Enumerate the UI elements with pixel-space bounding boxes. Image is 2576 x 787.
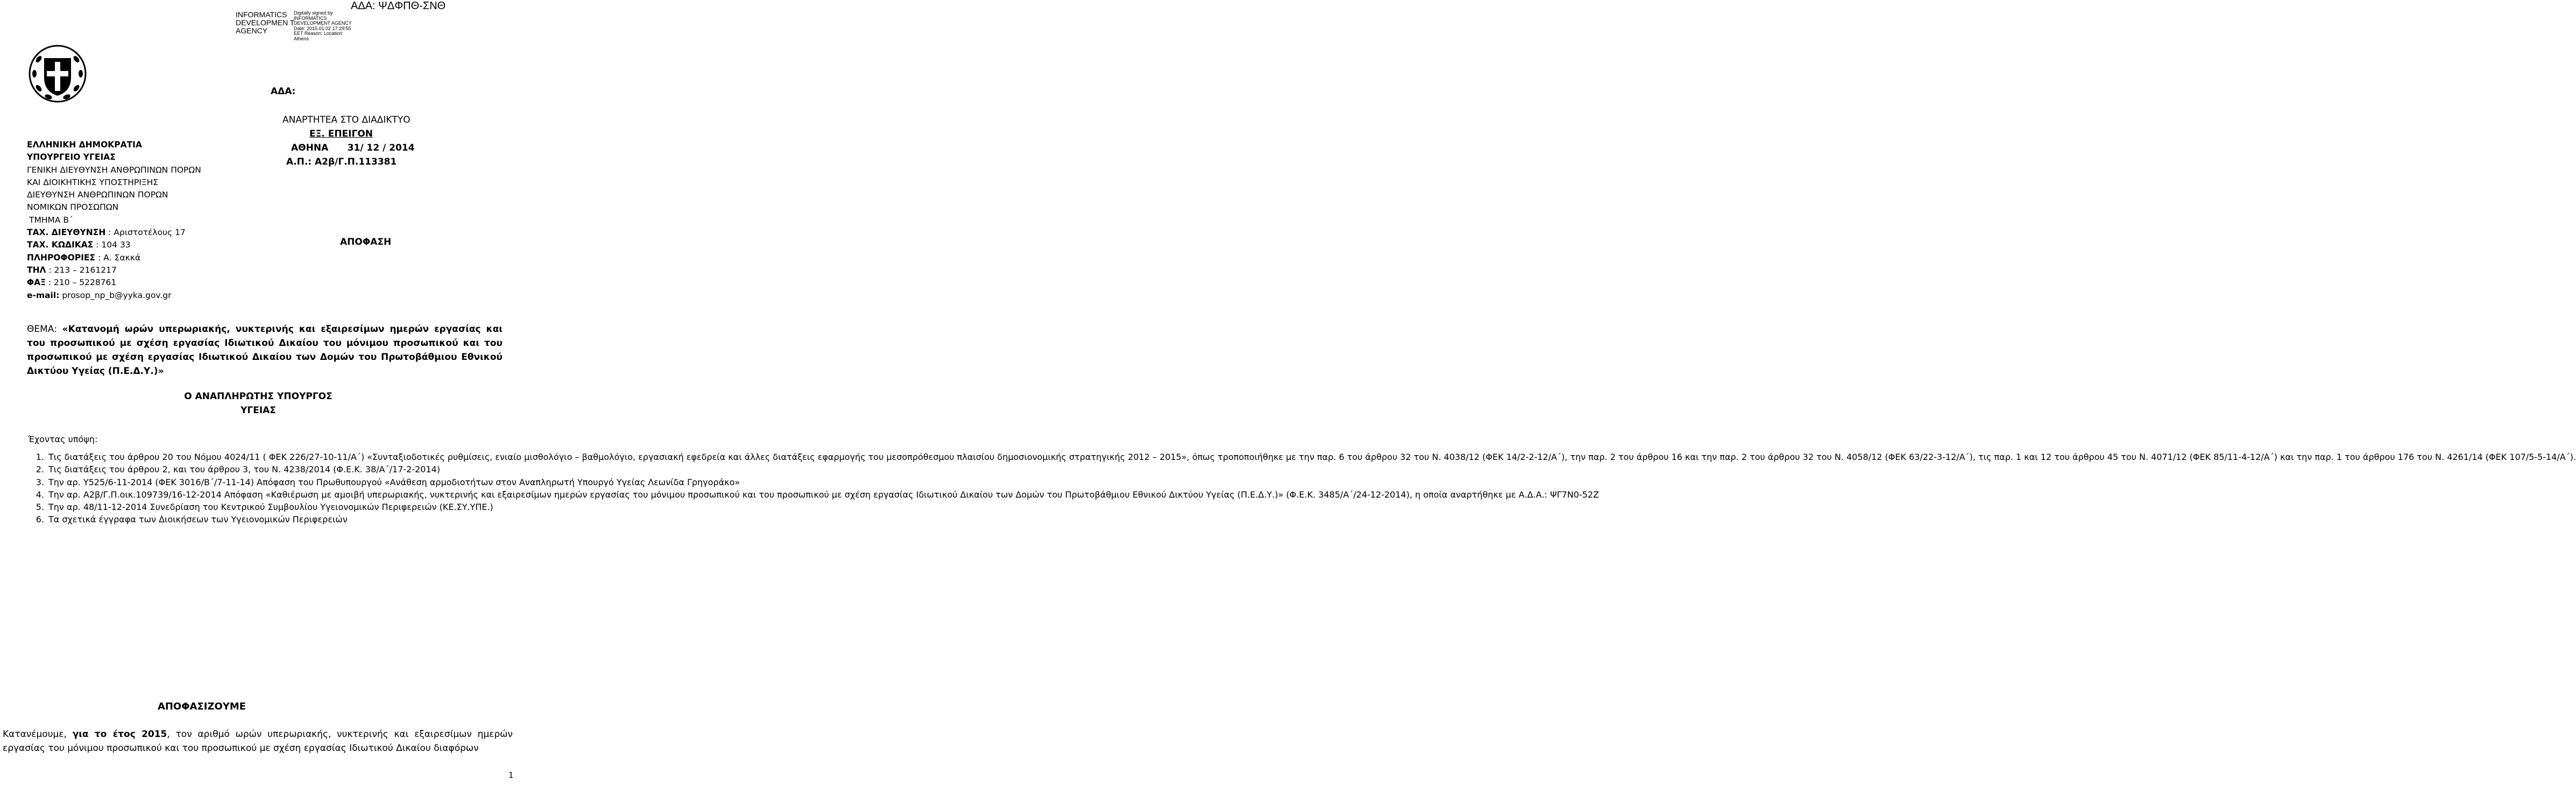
greek-state-emblem-icon [28,44,87,103]
urgency-notice: ΕΞ. ΕΠΕΙΓΟΝ [309,129,373,139]
postcode-value: : 104 33 [93,240,131,250]
subject-text: «Κατανομή ωρών υπερωριακής, νυκτερινής και εξαιρεσίμων ημερών εργασίας και του προσωπικού με σχέση εργασίας Ιδιωτικού Δικαίου του μόνιμου προσωπικού και του προσωπικού με σχέση εργασίας Ιδιωτικού Δικαίου των Δομών του Πρωτοβάθμιου Εθνικού Δικτύου Υγείας (Π.Ε.Δ.Υ.)» [27,324,503,377]
signature-name: INFORMATICS DEVELOPMEN T AGENCY [236,10,295,35]
ministry-name: ΥΠΟΥΡΓΕΙΟ ΥΓΕΙΑΣ [27,152,116,162]
list-item-number: 6. [36,514,44,525]
address-row [27,226,201,239]
fax-label: ΦΑΞ [27,278,46,288]
decision-title: ΑΠΟΦΑΣΗ [340,237,392,247]
body-part-1: Κατανέμουμε, [3,729,73,740]
body-year: για το έτος 2015 [72,729,167,740]
sender-block [27,139,201,302]
minister-line-1: Ο ΑΝΑΠΛΗΡΩΤΗΣ ΥΠΟΥΡΓΟΣ [184,391,332,402]
phone-label: ΤΗΛ [27,265,46,275]
decide-title: ΑΠΟΦΑΣΙΖΟΥΜΕ [157,701,246,712]
info-value: : Α. Σακκά [95,252,141,263]
fax-value: : 210 – 5228761 [45,278,117,288]
list-item [28,476,740,488]
ada-header: ΑΔΑ: ΨΔΦΠΘ-ΣΝΘ [351,0,446,12]
directorate-line-1: ΔΙΕΥΘΥΝΣΗ ΑΝΘΡΩΠΙΝΩΝ ΠΟΡΩΝ [27,190,168,200]
list-item [28,501,492,513]
list-item-number: 5. [36,502,44,513]
having-considered: Έχοντας υπόψη: [28,434,98,444]
list-item [28,451,2576,463]
list-item [28,488,1600,501]
list-item-number: 4. [36,489,44,500]
address-value: : Αριστοτέλους 17 [105,228,186,238]
phone-row [27,264,201,276]
right-header [282,113,415,169]
address-label: ΤΑΧ. ΔΙΕΥΘΥΝΣΗ [27,228,106,238]
minister-line-2: ΥΓΕΙΑΣ [240,405,276,416]
minister-title [0,389,516,417]
publish-notice: ΑΝΑΡΤΗΤΕΑ ΣΤΟ ΔΙΑΔΙΚΤΥΟ [282,115,411,125]
place-date: ΑΘΗΝΑ 31/ 12 / 2014 [291,143,415,153]
list-item-text: Τις διατάξεις του άρθρου 20 του Νόμου 4024/11 ( ΦΕΚ 226/27-10-11/Α΄) «Συνταξιοδοτικές ρυθμίσεις, ενιαίο μισθολόγιο – βαθμολόγιο, εργασιακή εφεδρεία και άλλες διατάξεις εφαρμογής του μεσοπρόθεσμου πλαισίου δημοσιονομικής στρατηγικής 2012 – 2015», όπως τροποποιήθηκε με την παρ. 6 του άρθρου 32 του Ν. 4038/12 (ΦΕΚ 14/2-2-12/Α΄), την παρ. 2 του άρθρου 16 και την παρ. 2 του άρθρου 32 του Ν. 4058/12 (ΦΕΚ 63/22-3-12/Α΄), τις παρ. 1 και 12 του άρθρου 45 του Ν. 4071/12 (ΦΕΚ 85/11-4-12/Α΄) και την παρ. 1 του άρθρου 176 του Ν. 4261/14 (ΦΕΚ 107/5-5-14/Α΄). [48,452,2576,462]
general-directorate-line-2: ΚΑΙ ΔΙΟΙΚΗΤΙΚΗΣ ΥΠΟΣΤΗΡΙΞΗΣ [27,177,159,187]
list-item-text: Τις διατάξεις του άρθρου 2, και του άρθρου 3, του Ν. 4238/2014 (Φ.Ε.Κ. 38/Α΄/17-2-2014) [48,464,441,475]
protocol-number: Α.Π.: Α2β/Γ.Π.113381 [286,157,397,167]
page-number: 1 [508,770,514,780]
ada-label: ΑΔΑ: [271,86,296,97]
subject [27,322,503,378]
directorate-line-2: ΝΟΜΙΚΩΝ ΠΡΟΣΩΠΩΝ [27,202,119,212]
signature-details: Digitally signed by INFORMATICS DEVELOPMENT AGENCY Date: 2015.01.02 17:29:55 EET Reason: Location: Athens [294,10,352,41]
list-item-number: 3. [36,477,44,487]
republic-name: ΕΛΛΗΝΙΚΗ ΔΗΜΟΚΡΑΤΙΑ [27,140,142,150]
section-name: ΤΜΗΜΑ Β΄ [29,215,73,225]
email-label: e-mail: [27,290,60,300]
list-item-number: 2. [36,464,44,475]
general-directorate-line-1: ΓΕΝΙΚΗ ΔΙΕΥΘΥΝΣΗ ΑΝΘΡΩΠΙΝΩΝ ΠΟΡΩΝ [27,165,201,175]
list-item-number: 1. [36,452,44,462]
list-item-text: Την αρ. Α2β/Γ.Π.οικ.109739/16-12-2014 Απόφαση «Καθιέρωση με αμοιβή υπερωριακής, νυκτερινής και εξαιρεσίμων ημερών εργασίας του μόνιμου προσωπικού και του προσωπικού με σχέση εργασίας Ιδιωτικού Δικαίου των Δομών του Πρωτοβάθμιου Εθνικού Δικτύου Υγείας (Π.Ε.Δ.Υ.)» (Φ.Ε.Κ. 3485/Α΄/24-12-2014), η οποία αναρτήθηκε με Α.Δ.Α.: ΨΓ7Ν0-52Ζ [48,489,1600,500]
info-label: ΠΛΗΡΟΦΟΡΙΕΣ [27,252,96,263]
subject-label: ΘΕΜΑ: [27,324,62,335]
phone-value: : 213 – 2161217 [46,265,117,275]
decision-body [3,727,513,755]
email-value: prosop_np_b@yyka.gov.gr [59,290,172,300]
body-part-3: , τον αριθμό ωρών υπερωριακής, νυκτερινής και εξαιρεσίμων ημερών εργασίας του μόνιμου προσωπικού και του προσωπικού με σχέση εργασίας Ιδιωτικού Δικαίου διαφόρων [3,729,513,754]
considerations-list [28,451,2576,526]
email-row [27,289,201,302]
list-item [28,463,492,476]
list-item-text: Την αρ. 48/11-12-2014 Συνεδρίαση του Κεντρικού Συμβουλίου Υγειονομικών Περιφερειών (ΚΕ.ΣΥ.ΥΠΕ.) [48,502,493,513]
list-item-text: Την αρ. Υ525/6-11-2014 (ΦΕΚ 3016/Β΄/7-11-14) Απόφαση του Πρωθυπουργού «Ανάθεση αρμοδιοτήτων στον Αναπληρωτή Υπουργό Υγείας Λεωνίδα Γρηγοράκο» [48,477,740,487]
postcode-row [27,239,201,251]
info-row [27,252,201,264]
postcode-label: ΤΑΧ. ΚΩΔΙΚΑΣ [27,240,94,250]
list-item [28,513,492,526]
fax-row [27,276,201,289]
list-item-text: Τα σχετικά έγγραφα των Διοικήσεων των Υγειονομικών Περιφερειών [48,514,348,525]
